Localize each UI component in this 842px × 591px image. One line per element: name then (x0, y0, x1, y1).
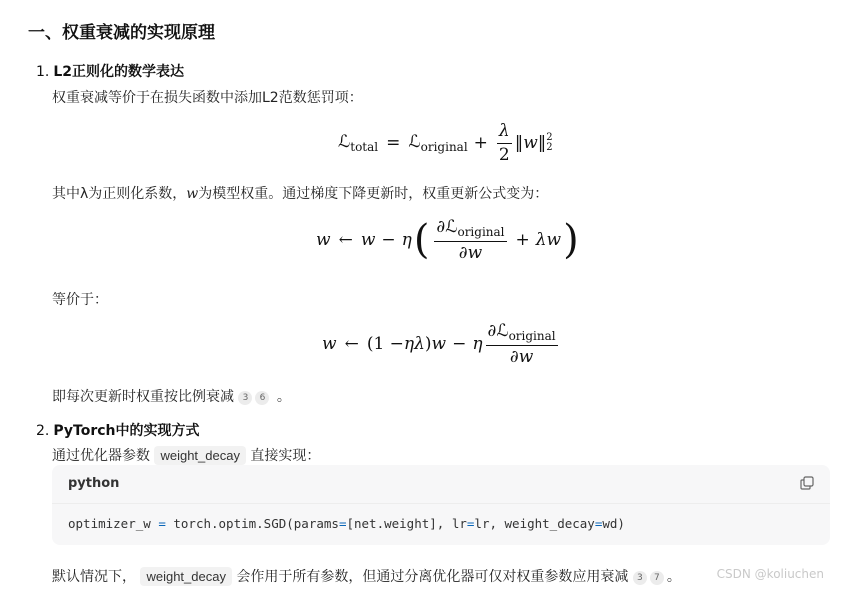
equation-update: w ← w − η ( $\frac{\partial ℒ_{original}}{\partial w}$ + λw ) (316, 217, 579, 264)
list-number: 1. (36, 64, 50, 80)
bottom-end: 。 (666, 569, 681, 585)
code-operator: = (594, 516, 603, 531)
citation-badge[interactable]: 6 (255, 391, 269, 405)
paragraph-explain (52, 183, 548, 203)
inline-code: weight_decay (154, 446, 246, 465)
list-item-title-2 (36, 420, 199, 440)
explain-pre: 其中λ为正则化系数， (52, 186, 187, 202)
code-header (52, 465, 830, 504)
copy-icon[interactable] (800, 476, 814, 490)
list-number: 2. (36, 423, 50, 439)
citation-badge[interactable]: 7 (650, 571, 664, 585)
conclusion-text: 即每次更新时权重按比例衰减 (52, 389, 234, 405)
citation-badge[interactable]: 3 (633, 571, 647, 585)
intro-post: 直接实现： (250, 448, 321, 464)
paragraph-default (52, 566, 681, 586)
code-line (68, 516, 625, 531)
code-token: [net.weight], lr (346, 516, 467, 531)
code-token: wd) (602, 516, 625, 531)
intro-pre: 通过优化器参数 (52, 448, 150, 464)
code-language-label: python (68, 476, 120, 491)
code-operator: = (158, 516, 166, 531)
equation-total-loss: ℒ$_{total}$ = ℒ$_{original}$ + $\frac{\lambda}{2}$ ‖w‖ 2 2 (338, 121, 553, 165)
paragraph-equiv: 等价于： (52, 292, 108, 308)
code-operator: = (466, 516, 475, 531)
conclusion-end: 。 (276, 389, 291, 405)
bottom-post: 会作用于所有参数，但通过分离优化器可仅对权重参数应用衰减 (236, 569, 629, 585)
paragraph-conclusion (52, 386, 291, 406)
paragraph-pytorch-intro (52, 445, 320, 465)
list-title-text: PyTorch中的实现方式 (53, 423, 200, 439)
code-token: optimizer_w (68, 516, 159, 531)
explain-post: 为模型权重。通过梯度下降更新时，权重更新公式变为： (198, 186, 549, 202)
section-heading: 一、权重衰减的实现原理 (28, 23, 215, 43)
code-token: torch.optim.SGD(params (165, 516, 339, 531)
code-block (52, 465, 830, 545)
code-operator: = (338, 516, 347, 531)
paragraph-intro: 权重衰减等价于在损失函数中添加L2范数惩罚项： (52, 90, 363, 106)
code-token: lr, weight_decay (474, 516, 595, 531)
explain-var: w (186, 186, 199, 202)
equation-equivalent: w ← (1 − ηλ ) w − η $\frac{\partial ℒ_{original}}{\partial w}$ (322, 321, 556, 368)
citation-badge[interactable]: 3 (238, 391, 252, 405)
list-title-text: L2正则化的数学表达 (53, 64, 185, 80)
bottom-pre: 默认情况下， (52, 569, 136, 585)
inline-code: weight_decay (140, 567, 232, 586)
list-item-title-1 (36, 61, 184, 81)
watermark: CSDN @koliuchen (716, 567, 824, 581)
